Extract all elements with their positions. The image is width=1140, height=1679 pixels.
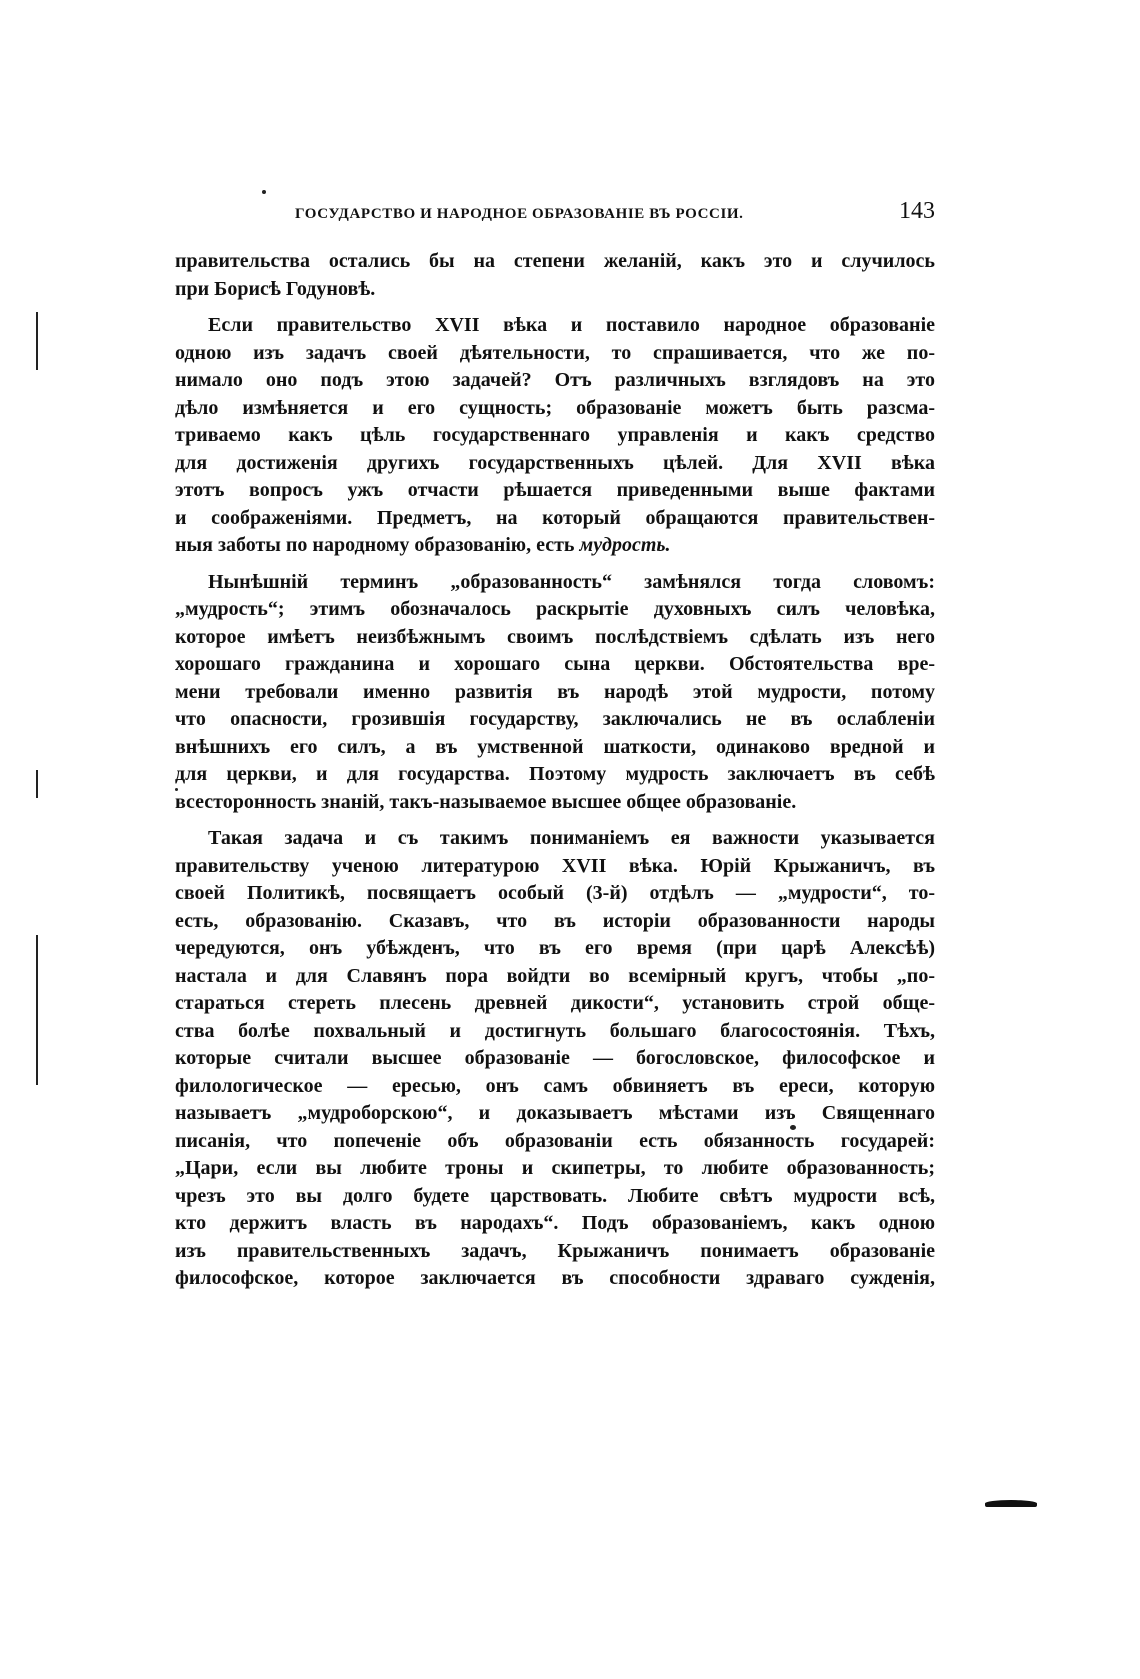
text-line: чередуются, онъ убѣжденъ, что въ его время (при царѣ Алексѣѣ): [175, 937, 935, 959]
text-line: которое имѣетъ неизбѣжнымъ своимъ послѣдствіемъ сдѣлать изъ него: [175, 625, 935, 648]
paragraph: [175, 825, 935, 1293]
text-line: внѣшнихъ его силъ, а въ умственной шаткости, одинаково вредной и: [175, 735, 935, 758]
text-line: есть, образованію. Сказавъ, что въ исторіи образованности народы: [175, 909, 935, 932]
text-line: одною изъ задачъ своей дѣятельности, то спрашивается, что же по-: [175, 341, 935, 364]
text-fragment: ныя заботы по народному образованію, есть: [175, 534, 580, 556]
text-line: всесторонность знаній, такъ-называемое высшее общее образованіе.: [175, 790, 797, 813]
text-line: правительства остались бы на степени желаній, какъ это и случилось: [175, 250, 935, 272]
scan-dot: [262, 190, 266, 194]
text-line: „мудрость“; этимъ обозначалось раскрытіе духовныхъ силъ человѣка,: [175, 598, 935, 620]
text-line: правительству ученою литературою XVII вѣка. Юрій Крыжаничъ, въ: [175, 854, 935, 877]
emphasized-word: мудрость.: [579, 534, 671, 556]
paragraph: [175, 312, 935, 560]
text-line: филологическое — ересью, онъ самъ обвиняетъ въ ереси, которую: [175, 1074, 935, 1097]
text-line: философское, которое заключается въ способности здраваго сужденія,: [175, 1267, 935, 1289]
text-line: „Цари, если вы любите троны и скипетры, то любите образованность;: [175, 1157, 935, 1179]
margin-mark: [36, 935, 38, 1085]
text-line: называетъ „мудроборскою“, и доказываетъ мѣстами изъ Священнаго: [175, 1102, 935, 1124]
text-line: кто держитъ власть въ народахъ“. Подъ образованіемъ, какъ одною: [175, 1212, 935, 1234]
text-line: Нынѣшній терминъ „образованность“ замѣнялся тогда словомъ:: [208, 570, 935, 593]
text-line: стараться стереть плесень древней дикости“, установить строй обще-: [175, 992, 935, 1014]
text-line: настала и для Славянъ пора войдти во всемірный кругъ, чтобы „по-: [175, 964, 935, 987]
paragraph: [175, 248, 935, 303]
text-line: триваемо какъ цѣль государственнаго управленія и какъ средство: [175, 424, 935, 446]
text-line: Такая задача и съ такимъ пониманіемъ ея важности указывается: [208, 827, 935, 849]
text-line: для достиженія другихъ государственныхъ цѣлей. Для XVII вѣка: [175, 451, 935, 474]
text-line: которые считали высшее образованіе — богословское, философское и: [175, 1047, 935, 1069]
text-line: чрезъ это вы долго будете царствовать. Любите свѣтъ мудрости всѣ,: [175, 1184, 935, 1207]
scan-smudge: [985, 1500, 1037, 1507]
text-line: этотъ вопросъ ужъ отчасти рѣшается приведенными выше фактами: [175, 479, 935, 501]
page-number: 143: [899, 198, 935, 224]
text-line: Если правительство XVII вѣка и поставило народное образованіе: [208, 314, 935, 336]
text-line: мени требовали именно развитія въ народѣ этой мудрости, потому: [175, 680, 935, 703]
body-text: [175, 248, 935, 1293]
text-line: что опасности, грозившія государству, заключались не въ ослабленіи: [175, 708, 935, 730]
text-line: [175, 532, 935, 560]
margin-mark: [36, 770, 38, 798]
margin-mark: [36, 312, 38, 370]
text-line: хорошаго гражданина и хорошаго сына церкви. Обстоятельства вре-: [175, 653, 935, 675]
text-line: и соображеніями. Предметъ, на который обращаются правительствен-: [175, 506, 935, 529]
running-head: ГОСУДАРСТВО И НАРОДНОЕ ОБРАЗОВАНІЕ ВЪ РОССІИ.: [295, 206, 744, 222]
text-line: при Борисѣ Годуновѣ.: [175, 277, 376, 300]
text-line: нимало оно подъ этою задачей? Отъ различныхъ взглядовъ на это: [175, 369, 935, 391]
text-line: дѣло измѣняется и его сущность; образованіе можетъ быть разсма-: [175, 396, 935, 419]
text-line: ства болѣе похвальный и достигнуть большаго благосостоянія. Тѣхъ,: [175, 1019, 935, 1042]
text-line: для церкви, и для государства. Поэтому мудрость заключаетъ въ себѣ: [175, 763, 935, 785]
paragraph: [175, 569, 935, 817]
text-line: писанія, что попеченіе объ образованіи есть обязанность государей:: [175, 1129, 935, 1152]
page-header: [175, 198, 935, 225]
text-line: своей Политикѣ, посвящаетъ особый (3-й) отдѣлъ — „мудрости“, то-: [175, 882, 935, 904]
text-line: изъ правительственныхъ задачъ, Крыжаничъ понимаетъ образованіе: [175, 1239, 935, 1262]
